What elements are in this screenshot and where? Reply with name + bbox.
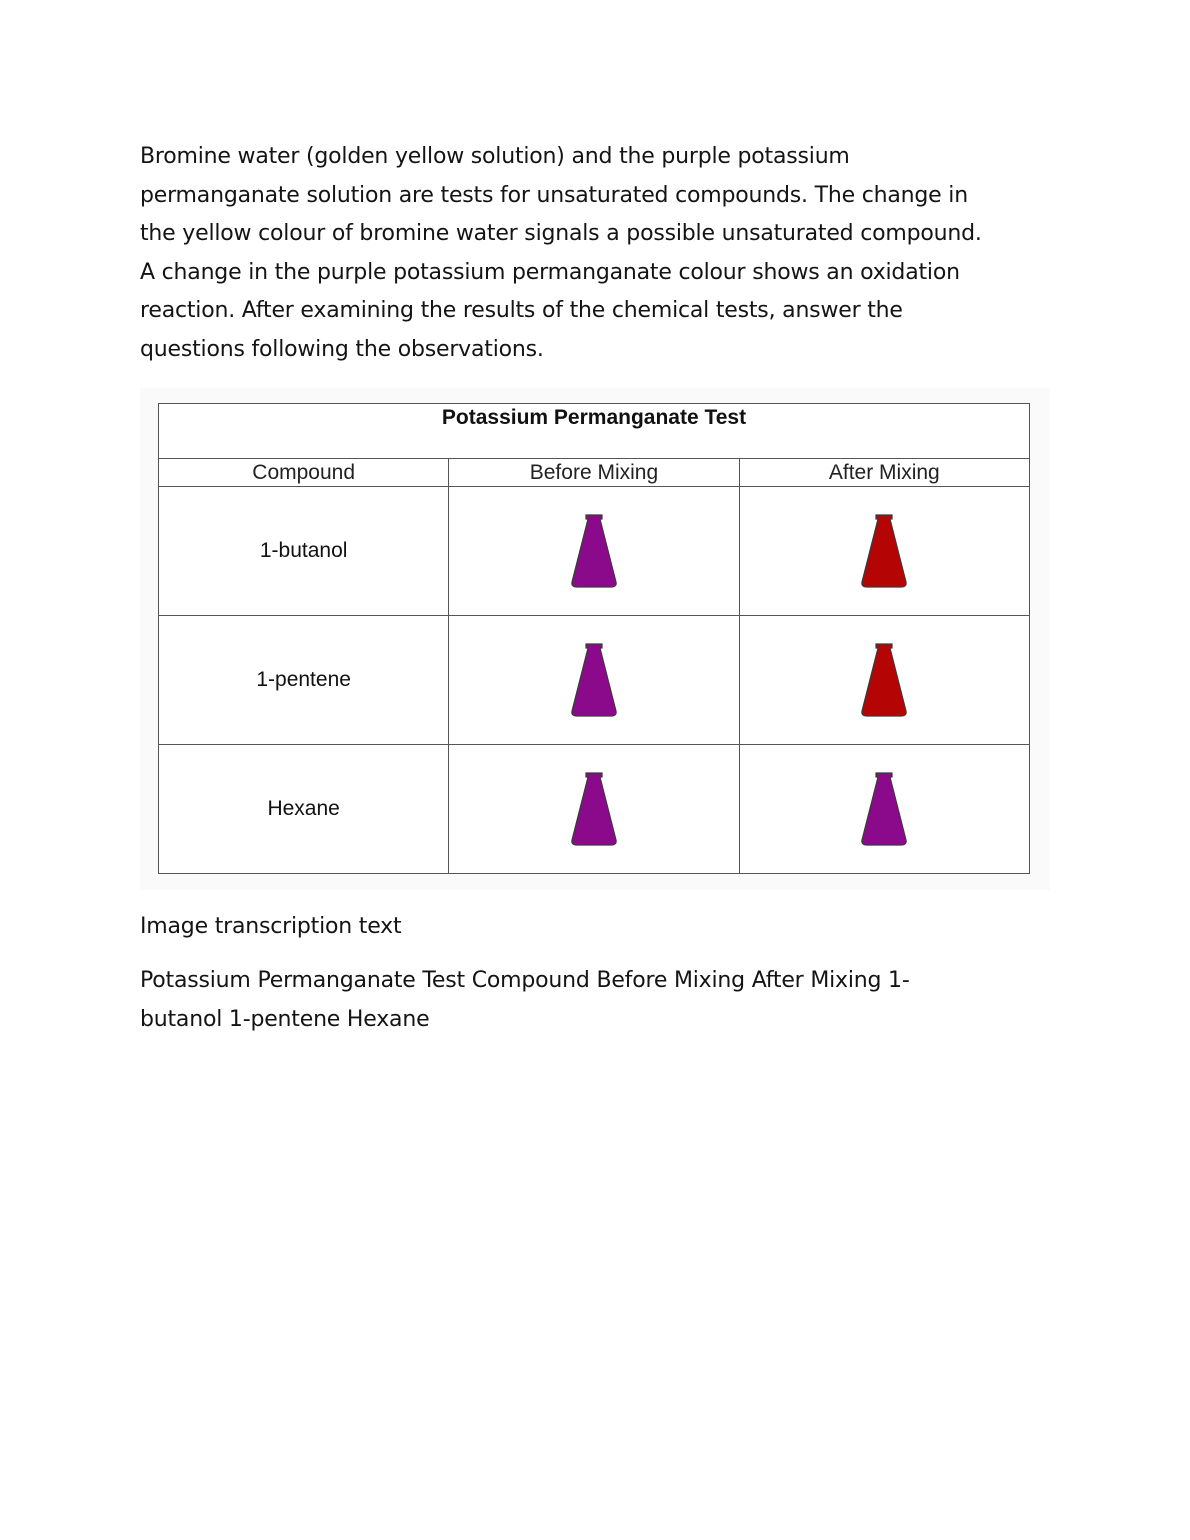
test-results-figure — [140, 388, 1050, 890]
flask-icon — [570, 513, 618, 589]
transcription-line: Potassium Permanganate Test Compound Before Mixing After Mixing 1- — [140, 968, 910, 993]
flask-icon — [570, 642, 618, 718]
table-row — [159, 616, 1030, 745]
table-title — [159, 404, 1030, 459]
column-header-before-mixing: Before Mixing — [449, 459, 739, 487]
table-row — [159, 487, 1030, 616]
before-mixing-cell — [449, 745, 739, 874]
after-mixing-cell — [739, 616, 1029, 745]
flask-icon — [860, 771, 908, 847]
compound-name: 1-pentene — [159, 616, 449, 745]
intro-line: questions following the observations. — [140, 336, 544, 362]
compound-name: 1-butanol — [159, 487, 449, 616]
flask-icon — [570, 771, 618, 847]
transcription-paragraph — [140, 962, 1050, 1039]
table-row — [159, 745, 1030, 874]
table-title-text: Potassium Permanganate Test — [441, 406, 747, 429]
column-header-after-mixing: After Mixing — [739, 459, 1029, 487]
flask-icon — [860, 642, 908, 718]
permanganate-test-table — [158, 403, 1030, 874]
transcription-line: butanol 1-pentene Hexane — [140, 1006, 430, 1032]
before-mixing-cell — [449, 487, 739, 616]
after-mixing-cell — [739, 745, 1029, 874]
before-mixing-cell — [449, 616, 739, 745]
compound-name: Hexane — [159, 745, 449, 874]
intro-line: A change in the purple potassium permanganate colour shows an oxidation — [140, 259, 960, 285]
intro-line: permanganate solution are tests for unsaturated compounds. The change in — [140, 182, 968, 208]
after-mixing-cell — [739, 487, 1029, 616]
intro-line: reaction. After examining the results of the chemical tests, answer the — [140, 298, 903, 323]
image-caption: Image transcription text — [140, 914, 402, 939]
flask-icon — [860, 513, 908, 589]
intro-line: Bromine water (golden yellow solution) and the purple potassium — [140, 144, 850, 169]
intro-paragraph — [140, 138, 1050, 369]
column-header-compound: Compound — [159, 459, 449, 487]
intro-line: the yellow colour of bromine water signals a possible unsaturated compound. — [140, 221, 982, 246]
